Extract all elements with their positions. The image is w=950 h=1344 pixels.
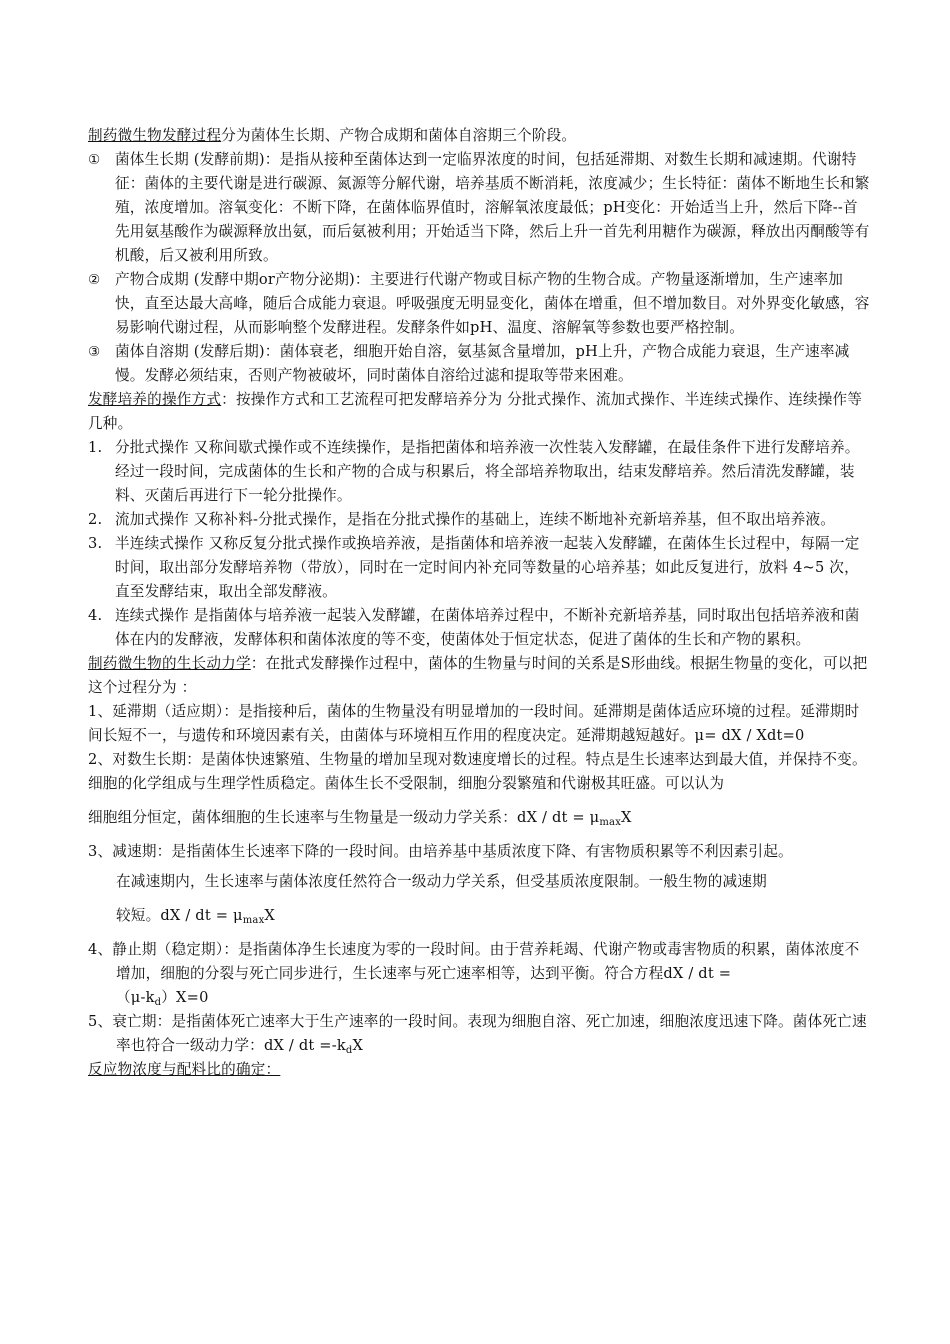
- phase-item-3: [88, 340, 870, 388]
- stage-5: [88, 1010, 870, 1058]
- stage-2-formula: [88, 806, 870, 830]
- stage-2: 2、对数生长期：是菌体快速繁殖、生物量的增加呈现对数速度增长的过程。特点是生长速率达到最大值，并保持不变。细胞的化学组成与生理学性质稳定。菌体生长不受限制，细胞分裂繁殖和代谢极其旺盛。可以认为: [88, 751, 867, 792]
- ops-item-2: [88, 508, 870, 532]
- kinetics-text: ：在批式发酵操作过程中，菌体的生物量与时间的关系是S形曲线。根据生物量的变化，可以把这个过程分为 ：: [88, 655, 868, 696]
- stage-3-formula-text: 较短。dX / dt = μ: [116, 907, 243, 924]
- phase-marker-3: ③: [88, 344, 101, 360]
- stage-4-formula-sub: d: [154, 997, 162, 1008]
- phase-marker-2: ②: [88, 272, 101, 288]
- ops-paragraph: [88, 388, 870, 436]
- stage-5-formula-sub: d: [345, 1045, 353, 1056]
- reactant-heading: 反应物浓度与配料比的确定：: [88, 1061, 281, 1078]
- stage-3-formula-end: X: [264, 907, 275, 924]
- phase-item-1: [88, 148, 870, 268]
- document-page: [88, 124, 870, 1082]
- ops-marker-2: 2.: [88, 511, 103, 528]
- stage-4: [88, 938, 870, 1010]
- stage-5-formula-end: X: [352, 1037, 364, 1054]
- intro-text: 分为菌体生长期、产物合成期和菌体自溶期三个阶段。: [221, 127, 577, 144]
- kinetics-paragraph: [88, 652, 870, 700]
- stage-3-formula: [88, 904, 870, 928]
- phase-text-3: 菌体自溶期 (发酵后期)：菌体衰老，细胞开始自溶，氨基氮含量增加，pH上升，产物合成能力衰退，生产速率减慢。发酵必须结束，否则产物被破坏，同时菌体自溶给过滤和提取等带来困难。: [115, 343, 850, 384]
- stage-4-formula-end: ）X=0: [161, 989, 209, 1006]
- ops-heading: 发酵培养的操作方式: [88, 391, 222, 408]
- ops-text-1: 分批式操作 又称间歇式操作或不连续操作，是指把菌体和培养液一次性装入发酵罐，在最佳条件下进行发酵培养。经过一段时间，完成菌体的生长和产物的合成与积累后，将全部培养物取出，结束发酵培养。然后清洗发酵罐，装料、灭菌后再进行下一轮分批操作。: [115, 439, 860, 504]
- ops-marker-4: 4.: [88, 607, 103, 624]
- stage-4-formula: （μ-k: [116, 989, 155, 1006]
- stage-1: 1、延滞期（适应期）：是指接种后，菌体的生物量没有明显增加的一段时间。延滞期是菌体适应环境的过程。延滞期时间长短不一，与遗传和环境因素有关，由菌体与环境相互作用的程度决定。延滞期越短越好。μ= dX / Xdt=0: [88, 703, 860, 744]
- phase-text-2: 产物合成期 (发酵中期or产物分泌期)：主要进行代谢产物或目标产物的生物合成。产物量逐渐增加，生产速率加快，直至达最大高峰，随后合成能力衰退。呼吸强度无明显变化，菌体在增重，但不增加数目。对外界变化敏感，容易影响代谢过程，从而影响整个发酵进程。发酵条件如pH、温度、溶解氧等参数也要严格控制。: [115, 271, 870, 336]
- stage-2-formula-text: 细胞组分恒定，菌体细胞的生长速率与生物量是一级动力学关系：dX / dt = μ: [88, 809, 600, 826]
- ops-marker-1: 1.: [88, 439, 103, 456]
- phase-marker-1: ①: [88, 152, 101, 168]
- ops-item-3: [88, 532, 870, 604]
- stage-3-formula-sub: max: [242, 915, 265, 926]
- kinetics-heading: 制药微生物的生长动力学: [88, 655, 251, 672]
- ops-text-4: 连续式操作 是指菌体与培养液一起装入发酵罐，在菌体培养过程中，不断补充新培养基，同时取出包括培养液和菌体在内的发酵液，发酵体积和菌体浓度的等不变，使菌体处于恒定状态，促进了菌体的生长和产物的累积。: [115, 607, 860, 648]
- ops-item-4: [88, 604, 870, 652]
- stage-5-text: 5、衰亡期：是指菌体死亡速率大于生产速率的一段时间。表现为细胞自溶、死亡加速，细胞浓度迅速下降。菌体死亡速率也符合一级动力学：dX / dt =-k: [88, 1013, 867, 1054]
- ops-marker-3: 3.: [88, 535, 103, 552]
- intro-paragraph: [88, 124, 870, 148]
- stage-4-text: 4、静止期（稳定期）：是指菌体净生长速度为零的一段时间。由于营养耗竭、代谢产物或毒害物质的积累，菌体浓度不增加，细胞的分裂与死亡同步进行，生长速率与死亡速率相等，达到平衡。符合方程dX / dt =: [88, 941, 860, 982]
- intro-heading: 制药微生物发酵过程: [88, 127, 222, 144]
- stage-3-cont: 在减速期内，生长速率与菌体浓度任然符合一级动力学关系，但受基质浓度限制。一般生物的减速期: [116, 873, 767, 890]
- stage-3: 3、减速期：是指菌体生长速率下降的一段时间。由培养基中基质浓度下降、有害物质积累等不利因素引起。: [88, 843, 793, 860]
- phase-text-1: 菌体生长期 (发酵前期)：是指从接种至菌体达到一定临界浓度的时间，包括延滞期、对数生长期和减速期。代谢特征：菌体的主要代谢是进行碳源、氮源等分解代谢，培养基质不断消耗，浓度减少；生长特征：菌体不断地生长和繁殖，浓度增加。溶氧变化：不断下降，在菌体临界值时，溶解氧浓度最低；pH变化：开始适当上升，然后下降--首先用氨基酸作为碳源释放出氨，而后氨被利用；开始适当下降，然后上升一首先利用糖作为碳源，释放出丙酮酸等有机酸，后又被利用所致。: [115, 151, 870, 264]
- stage-2-formula-end: X: [621, 809, 632, 826]
- ops-text-2: 流加式操作 又称补料-分批式操作，是指在分批式操作的基础上，连续不断地补充新培养基，但不取出培养液。: [115, 511, 836, 528]
- stage-2-formula-sub: max: [599, 817, 622, 828]
- phase-item-2: [88, 268, 870, 340]
- ops-text: ：按操作方式和工艺流程可把发酵培养分为 分批式操作、流加式操作、半连续式操作、连续操作等几种。: [88, 391, 863, 432]
- ops-text-3: 半连续式操作 又称反复分批式操作或换培养液，是指菌体和培养液一起装入发酵罐，在菌体生长过程中，每隔一定时间，取出部分发酵培养物（带放），同时在一定时间内补充同等数量的心培养基；如此反复进行，放料 4~5 次，直至发酵结束，取出全部发酵液。: [115, 535, 860, 600]
- ops-item-1: [88, 436, 870, 508]
- reactant-heading-paragraph: [88, 1058, 870, 1082]
